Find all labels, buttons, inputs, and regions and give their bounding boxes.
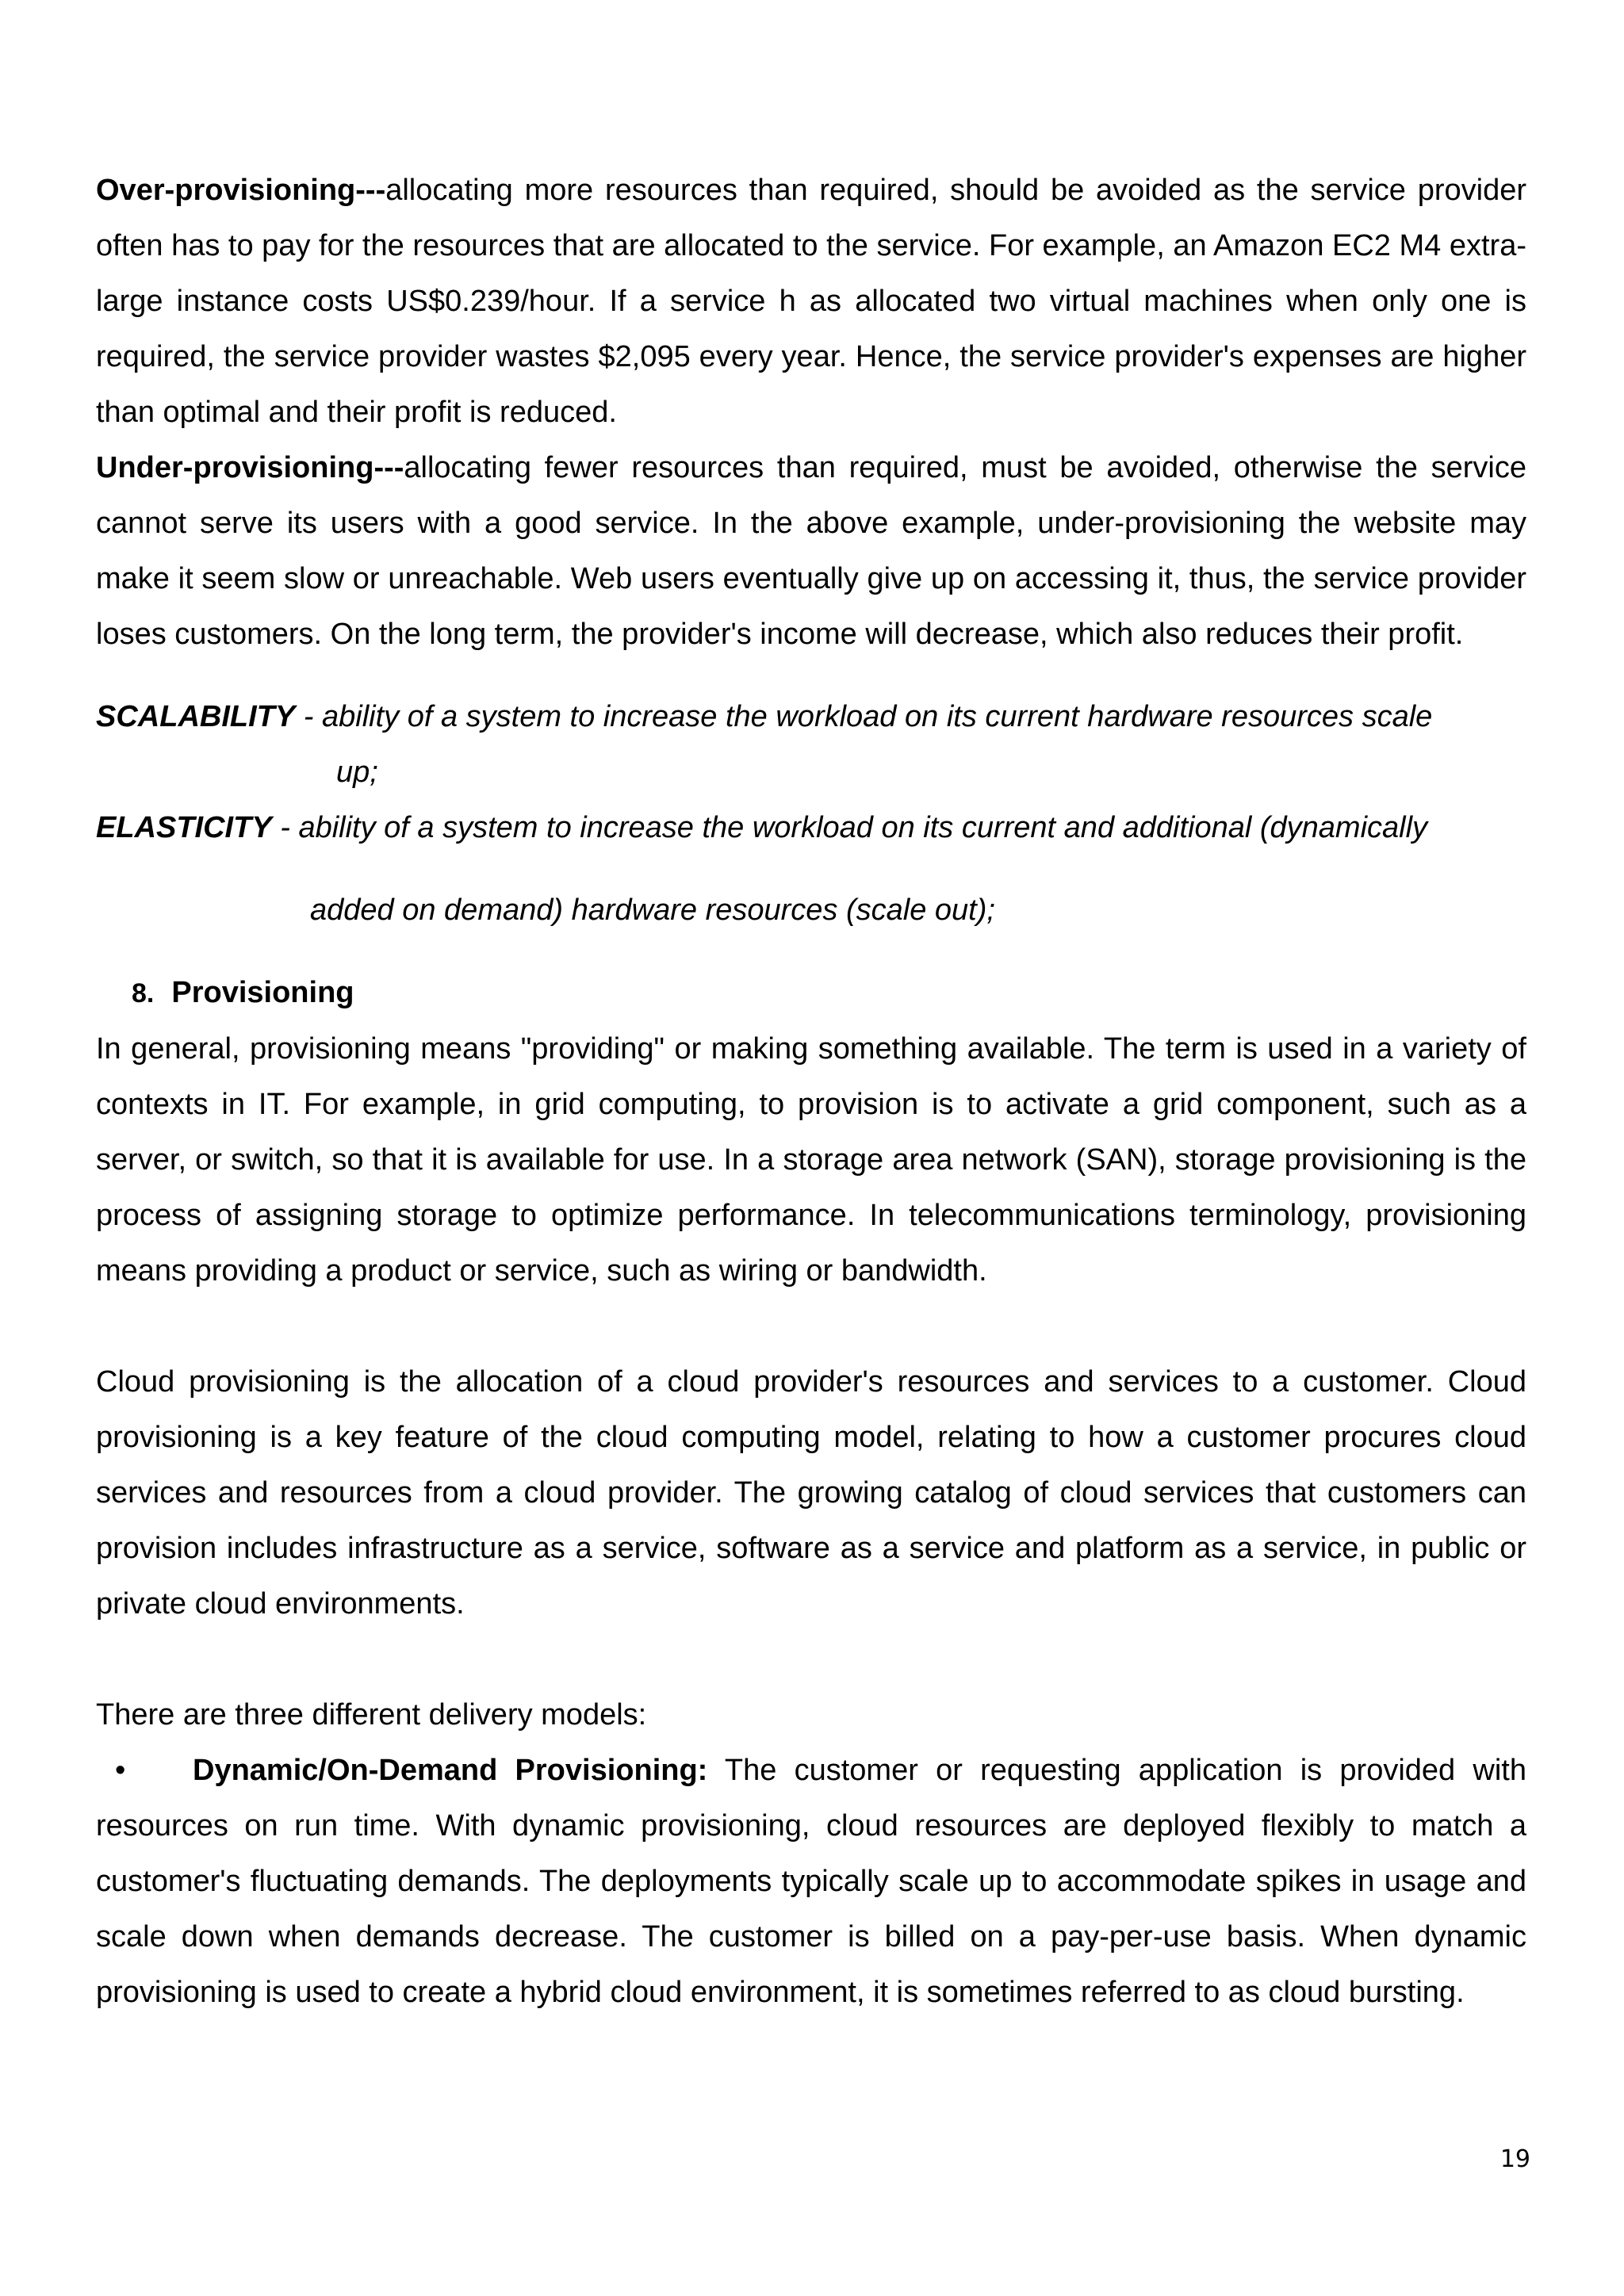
scalability-text: - ability of a system to increase the workload on its current hardware resources scale xyxy=(295,700,1433,733)
dynamic-provisioning-term: Dynamic/On-Demand Provisioning: xyxy=(193,1754,708,1787)
overprovisioning-paragraph xyxy=(96,163,1526,440)
underprovisioning-term: Under-provisioning--- xyxy=(96,451,404,484)
elasticity-term: ELASTICITY xyxy=(96,811,272,844)
spacer xyxy=(96,1632,1526,1687)
section-heading xyxy=(96,965,1526,1021)
bullet-icon: • xyxy=(115,1754,126,1787)
spacer xyxy=(96,1299,1526,1354)
dynamic-provisioning-bullet xyxy=(96,1743,1526,2020)
elasticity-text: - ability of a system to increase the workload on its current and additional (dynamically xyxy=(271,811,1428,844)
page-number: 19 xyxy=(1500,2145,1530,2173)
section-number: 8. xyxy=(132,978,155,1008)
underprovisioning-paragraph xyxy=(96,440,1526,662)
scalability-continuation: up; xyxy=(336,756,378,789)
section-title: Provisioning xyxy=(171,976,354,1009)
scalability-term: SCALABILITY xyxy=(96,700,296,733)
document-page xyxy=(96,163,1526,2020)
overprovisioning-term: Over-provisioning--- xyxy=(96,174,386,207)
scalability-definition xyxy=(96,689,1526,744)
elasticity-definition xyxy=(96,800,1526,855)
spacer xyxy=(96,662,1526,689)
overprovisioning-text: allocating more resources than required, should be avoided as the service provider often has to pay for the resources that are allocated to the service. For example, an Amazon EC2 M4 extra-large instance costs US$0.239/hour. If a service h as allocated two virtual machines when only one is required, the service provider wastes $2,095 every year. Hence, the service provider's expenses are higher than optimal and their profit is reduced. xyxy=(96,174,1526,429)
elasticity-continuation: added on demand) hardware resources (scale out); xyxy=(310,894,995,927)
dynamic-provisioning-text: The customer or requesting application is provided with resources on run time. With dynamic provisioning, cloud resources are deployed flexibly to match a customer's fluctuating demands. The deployments typically scale up to accommodate spikes in usage and scale down when demands decrease. The customer is billed on a pay-per-use basis. When dynamic provisioning is used to create a hybrid cloud environment, it is sometimes referred to as cloud bursting. xyxy=(96,1754,1526,2009)
spacer xyxy=(96,855,1526,882)
cloud-provisioning-paragraph: Cloud provisioning is the allocation of a cloud provider's resources and services to a customer. Cloud provisioning is a key feature of the cloud computing model, relating to how a customer procures cloud services and resources from a cloud provider. The growing catalog of cloud services that customers can provision includes infrastructure as a service, software as a service and platform as a service, in public or private cloud environments. xyxy=(96,1365,1526,1621)
delivery-models-intro: There are three different delivery models: xyxy=(96,1698,647,1732)
underprovisioning-text: allocating fewer resources than required, must be avoided, otherwise the service cannot serve its users with a good service. In the above example, under-provisioning the website may make it seem slow or unreachable. Web users eventually give up on accessing it, thus, the service provider loses customers. On the long term, the provider's income will decrease, which also reduces their profit. xyxy=(96,451,1526,651)
provisioning-general-paragraph: In general, provisioning means "providing" or making something available. The term is used in a variety of contexts in IT. For example, in grid computing, to provision is to activate a grid component, such as a server, or switch, so that it is available for use. In a storage area network (SAN), storage provisioning is the process of assigning storage to optimize performance. In telecommunications terminology, provisioning means providing a product or service, such as wiring or bandwidth. xyxy=(96,1032,1526,1288)
spacer xyxy=(96,938,1526,965)
